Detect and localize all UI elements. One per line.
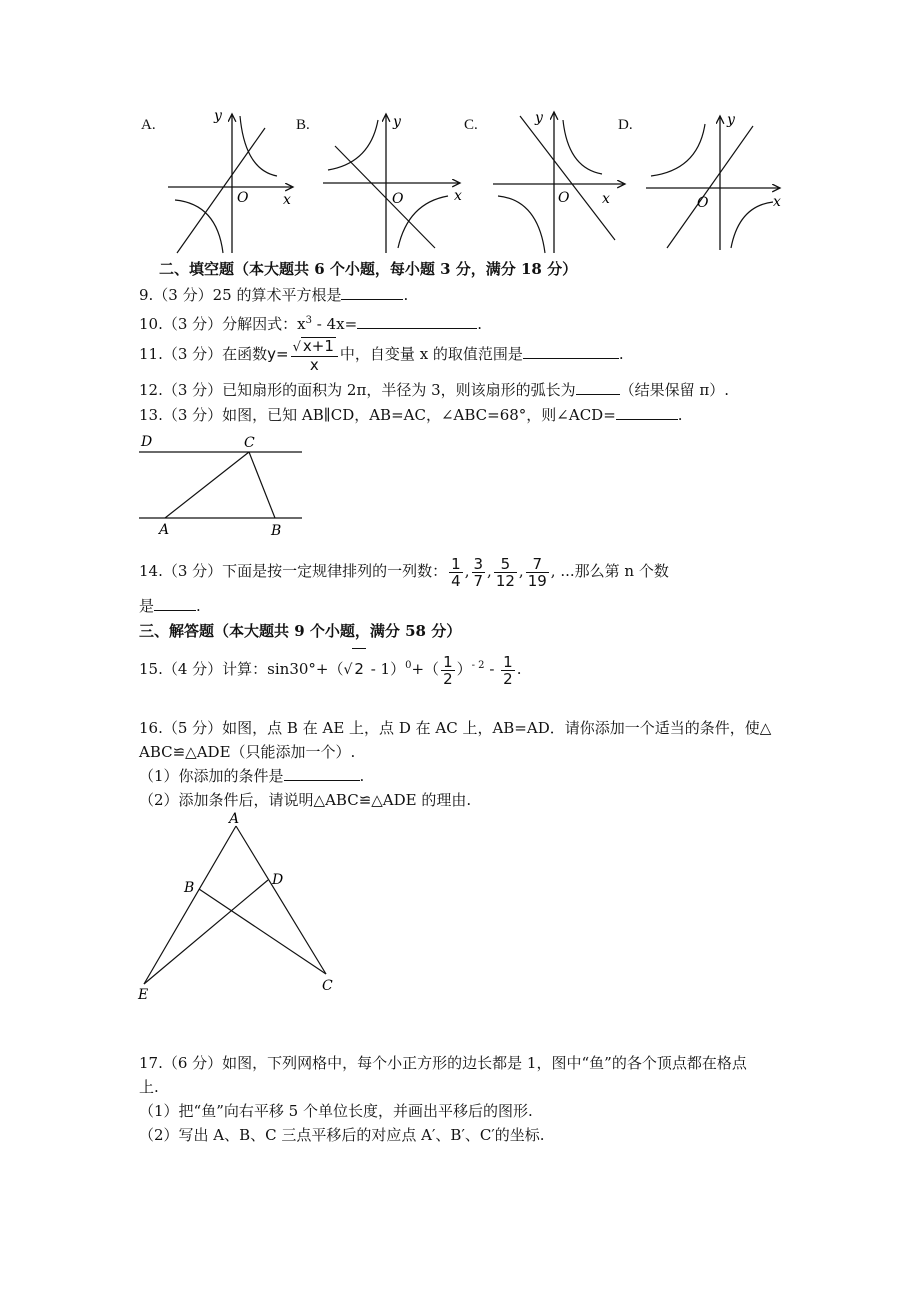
q16-part1-suffix: .	[359, 767, 365, 785]
q14-text: 14.（3 分）下面是按一定规律排列的一列数：	[139, 562, 448, 580]
q11-denominator: x	[309, 356, 319, 374]
answer-blank[interactable]	[523, 344, 619, 359]
question-9	[139, 285, 408, 305]
q15-fraction-1: $\frac{1}{2}$	[443, 652, 453, 688]
q11-suffix: .	[618, 345, 624, 363]
label-a: A	[159, 522, 170, 538]
answer-blank[interactable]	[576, 380, 620, 395]
q12-suffix: （结果保留 π）.	[619, 381, 730, 399]
q10-exponent: 3	[305, 315, 313, 326]
question-14	[139, 553, 669, 589]
option-c-label: C.	[464, 117, 478, 133]
q15-sqrt: 2	[352, 648, 366, 689]
q9-text: 9.（3 分）25 的算术平方根是	[139, 286, 342, 304]
q15-mid1: - 1）	[365, 660, 406, 678]
question-16-part-1	[139, 766, 364, 786]
y-axis-label: y	[393, 114, 401, 130]
segment-ac	[236, 826, 326, 974]
q10-suffix: .	[477, 315, 482, 333]
separator: ,	[464, 562, 470, 580]
label-b: B	[184, 880, 195, 896]
straight-line	[177, 128, 265, 253]
q11-mid: 中，自变量 x 的取值范围是	[339, 345, 523, 363]
separator: ,	[518, 562, 524, 580]
hyperbola-branch	[731, 202, 773, 248]
q16-part1-text: （1）你添加的条件是	[139, 767, 284, 785]
y-axis-label: y	[535, 110, 543, 126]
q15-text: 15.（4 分）计算：sin30°+（	[139, 660, 344, 678]
question-17-part-2: （2）写出 A、B、C 三点平移后的对应点 A′、B′、C′的坐标.	[139, 1126, 545, 1144]
q10-text: 10.（3 分）分解因式：x	[139, 315, 306, 333]
question-11	[139, 336, 624, 372]
q11-numerator: x+1	[302, 337, 334, 355]
label-c: C	[244, 435, 255, 451]
hyperbola-branch	[498, 196, 545, 253]
q14-suffix: .	[196, 597, 201, 615]
question-17-part-1: （1）把“鱼”向右平移 5 个单位长度，并画出平移后的图形.	[139, 1102, 533, 1120]
q14-fraction-4: $\frac{7}{19}$	[527, 554, 547, 590]
q15-suffix: .	[516, 660, 522, 678]
straight-line	[335, 146, 435, 248]
question-14-line-2	[139, 596, 201, 616]
q16-figure	[134, 812, 344, 1002]
answer-blank[interactable]	[616, 405, 678, 420]
section-3-title: 三、解答题（本大题共 9 个小题，满分 58 分）	[139, 622, 462, 640]
x-axis-label: x	[602, 191, 610, 207]
straight-line	[520, 116, 615, 240]
hyperbola-branch	[328, 120, 378, 170]
q9-suffix: .	[403, 286, 409, 304]
q15-mid2: +（	[411, 660, 440, 678]
q12-text: 12.（3 分）已知扇形的面积为 2π，半径为 3，则该扇形的弧长为	[139, 381, 576, 399]
separator: ,	[487, 562, 492, 580]
label-d: D	[141, 434, 153, 450]
q15-mid4: -	[484, 660, 500, 678]
question-17-line-2: 上.	[139, 1078, 159, 1096]
question-17-line-1: 17.（6 分）如图，下列网格中，每个小正方形的边长都是 1，图中“鱼”的各个顶点都在格点	[139, 1054, 747, 1072]
label-b: B	[271, 523, 282, 539]
q15-mid3: ）	[456, 660, 472, 678]
q14-line2-text: 是	[139, 597, 155, 615]
q11-fraction: $\frac{√ x+1}{x}$	[291, 337, 338, 373]
origin-label: O	[237, 190, 249, 206]
origin-label: O	[558, 190, 570, 206]
q13-text: 13.（3 分）如图，已知 AB∥CD，AB=AC，∠ABC=68°，则∠ACD=	[139, 406, 616, 424]
answer-blank[interactable]	[357, 314, 477, 329]
origin-label: O	[697, 195, 709, 211]
answer-blank[interactable]	[341, 285, 403, 300]
x-axis-label: x	[283, 192, 291, 208]
option-d-label: D.	[618, 117, 633, 133]
question-10	[139, 311, 482, 334]
segment-de	[144, 880, 268, 984]
x-axis-label: x	[454, 188, 462, 204]
question-13	[139, 405, 683, 425]
q14-fraction-2: $\frac{3}{7}$	[473, 554, 484, 590]
hyperbola-branch	[240, 116, 277, 176]
option-b-label: B.	[296, 117, 310, 133]
hyperbola-branch	[651, 124, 705, 176]
label-a: A	[229, 812, 240, 827]
q15-fraction-2: $\frac{1}{2}$	[503, 652, 513, 688]
x-axis-label: x	[773, 194, 781, 210]
straight-line	[667, 126, 753, 248]
separator: ,	[550, 562, 556, 580]
question-16-part-2: （2）添加条件后，请说明△ABC≌△ADE 的理由.	[139, 791, 472, 809]
hyperbola-branch	[398, 196, 448, 248]
q13-suffix: .	[677, 406, 683, 424]
q10-mid: - 4x=	[312, 315, 358, 333]
graph-option-d	[643, 108, 785, 256]
label-c: C	[322, 978, 333, 994]
q14-after: ...那么第 n 个数	[555, 562, 669, 580]
segment-ac	[165, 452, 249, 518]
question-16-line-1: 16.（5 分）如图，点 B 在 AE 上，点 D 在 AC 上，AB=AD．请你添加一个适当的条件，使△	[139, 719, 772, 737]
answer-blank[interactable]	[284, 766, 360, 781]
y-axis-label: y	[727, 112, 735, 128]
section-2-title: 二、填空题（本大题共 6 个小题，每小题 3 分，满分 18 分）	[159, 260, 578, 278]
q15-exp2: - 2	[471, 660, 485, 671]
hyperbola-branch	[563, 120, 602, 174]
q14-fraction-3: $\frac{5}{12}$	[495, 554, 515, 590]
q13-figure	[137, 430, 307, 540]
graph-option-b	[320, 108, 468, 256]
q11-function-y: y=	[267, 345, 289, 363]
segment-bc	[199, 889, 326, 974]
graph-option-a	[165, 108, 300, 256]
label-d: D	[272, 872, 284, 888]
segment-bc	[249, 452, 275, 518]
label-e: E	[138, 987, 149, 1002]
graph-option-c	[490, 108, 630, 256]
question-16-line-2: ABC≌△ADE（只能添加一个）.	[139, 743, 356, 761]
question-15: 15.（4 分）计算：sin30°+（√ 2 - 1）$^0$+（ $\frac{1}{2}$ ）$^{- 2}$ - $\frac{1}{2}$ .	[139, 646, 521, 686]
q11-text: 11.（3 分）在函数	[139, 345, 268, 363]
q15-exp0: 0	[405, 660, 412, 671]
q14-fraction-1: $\frac{1}{4}$	[451, 554, 461, 590]
option-a-label: A.	[141, 117, 156, 133]
answer-blank[interactable]	[154, 596, 196, 611]
origin-label: O	[392, 191, 404, 207]
question-12	[139, 380, 729, 400]
y-axis-label: y	[214, 108, 222, 124]
